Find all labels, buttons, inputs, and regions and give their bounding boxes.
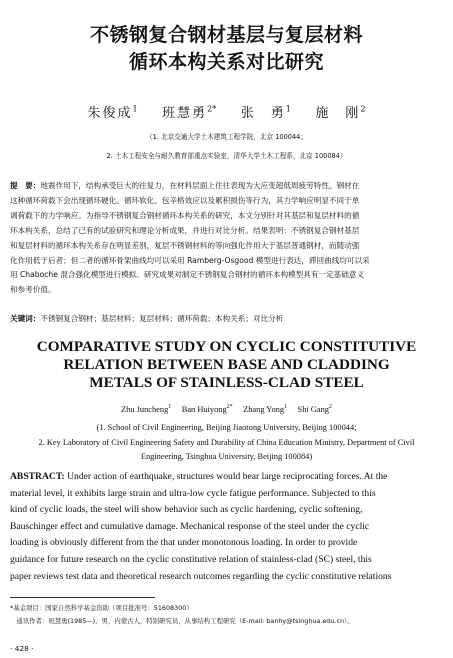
- footnote-author: 通讯作者：班慧勇(1985—)，男，内蒙古人，特别研究员，从事结构工程研究（E-mail: banhy@tsinghua.edu.cn）。: [10, 617, 354, 625]
- abstract-en-line: Bauschinger effect and cumulative damage. Mechanical response of the steel under the cyclic: [10, 520, 370, 532]
- author-cn-sup: 1: [285, 104, 291, 114]
- title-en-line-1: COMPARATIVE STUDY ON CYCLIC CONSTITUTIVE: [36, 338, 417, 355]
- keywords-cn-text: 不锈钢复合钢材；基层材料；复层材料；循环荷载；本构关系；对比分析: [40, 314, 284, 323]
- keywords-cn-label: 关键词：: [10, 314, 41, 323]
- abstract-cn-line: 环本构关系，总结了已有的试验研究和理论分析成果，并进行对比分析。结果表明：不锈钢复合钢材基层: [10, 225, 360, 235]
- title-en: [0, 338, 453, 392]
- abstract-cn-line: 用 Chaboche 混合强化模型进行模拟。研究成果对制定不锈钢复合钢材的循环本构模型具有一定基础意义: [10, 270, 365, 280]
- author-cn-sup: 1: [132, 104, 138, 114]
- abstract-cn-line: 和复层材料的循环本构关系存在明显差别，复层不锈钢材料的等向强化作用大于基层普通钢材，而随动强: [10, 240, 360, 250]
- author-en-sup: 2*: [226, 404, 233, 410]
- footnote-rule: [10, 597, 155, 598]
- page-number: · 428 ·: [10, 644, 34, 653]
- keywords-cn: [10, 313, 443, 324]
- author-en-sup: 1: [284, 404, 288, 410]
- abstract-en-line: guidance for future research on the cyclic constitutive relation of stainless-clad (SC) steel, this: [10, 553, 372, 565]
- author-en: Ban Huiyong: [181, 404, 227, 414]
- abstract-cn: [10, 179, 443, 298]
- affiliation-cn-1: （1. 北京交通大学土木建筑工程学院，北京 100044；: [146, 133, 307, 141]
- author-cn: 施 刚: [315, 106, 361, 121]
- title-cn-line-2: 循环本构关系对比研究: [128, 51, 324, 73]
- abstract-en-line: Under action of earthquake, structures would bear large reciprocating forces. At the: [64, 471, 388, 482]
- author-cn: 班慧勇: [162, 106, 208, 121]
- abstract-en-line: kind of cyclic loads, the steel will show behavior such as cyclic hardening, cyclic softening,: [10, 504, 363, 516]
- abstract-en-line: material level, it exhibits large strain and ultra-low cycle fatigue performance. Subjected to this: [10, 487, 376, 499]
- author-en: Zhang Yong: [243, 404, 285, 414]
- abstract-en-line: loading is obviously different from the that under monotonous loading. In order to provide: [10, 537, 358, 549]
- title-en-line-2: RELATION BETWEEN BASE AND CLADDING: [63, 356, 390, 373]
- affiliation-en-1: (1. School of Civil Engineering, Beijing Jiaotong University, Beijing 100044;: [96, 423, 357, 432]
- abstract-cn-line: 这种循环荷载下会出现循环硬化、循环软化、包辛格效应以及累积损伤等行为，其力学响应明显不同于单: [10, 195, 360, 205]
- authors-en: [0, 404, 453, 414]
- abstract-en-line: paper reviews test data and theoretical research outcomes regarding the cyclic constitutive relations: [10, 570, 392, 582]
- affiliation-en-2: 2. Key Laboratory of Civil Engineering Safety and Durability of China Education Ministry, Department of Civil: [38, 437, 415, 447]
- author-en: Zhu Juncheng: [121, 404, 169, 414]
- author-cn-sup: 2: [360, 104, 366, 114]
- abstract-cn-label: 提 要：: [10, 181, 41, 190]
- footnote-funding: *基金项目：国家自然科学基金资助（项目批准号：51608300）: [10, 604, 193, 612]
- title-cn-line-1: 不锈钢复合钢材基层与复层材料: [89, 24, 363, 46]
- affiliations-en: [10, 421, 443, 465]
- affiliation-cn-2: 2. 土木工程安全与耐久教育部重点实验室，清华大学土木工程系，北京 100084）: [106, 152, 347, 160]
- author-en: Shi Gang: [297, 404, 329, 414]
- author-cn: 张 勇: [240, 106, 286, 121]
- affiliation-en-3: Engineering, Tsinghua University, Beijing 100084): [140, 452, 313, 461]
- abstract-cn-line: 和参考价值。: [10, 285, 56, 295]
- abstract-en: [10, 469, 443, 585]
- author-cn-sup: 2*: [207, 104, 217, 114]
- author-en-sup: 2: [328, 404, 332, 410]
- authors-cn: [0, 102, 453, 121]
- author-en-sup: 1: [168, 404, 172, 410]
- abstract-cn-line: 地震作用下，结构承受巨大的往复力，在材料层面上往往表现为大应变超低周疲劳特性。钢材在: [40, 181, 360, 190]
- author-cn: 朱俊成: [87, 106, 133, 121]
- title-en-line-3: METALS OF STAINLESS-CLAD STEEL: [89, 374, 364, 391]
- abstract-cn-line: 化作用低于后者；但二者的循环骨架曲线均可以采用 Ramberg-Osgood 模型进行表达，滞回曲线均可以采: [10, 255, 370, 265]
- abstract-cn-line: 调荷载下的力学响应。为指导不锈钢复合钢材循环本构关系的研究，本文分别针对其基层和复层材料的循: [10, 210, 360, 220]
- abstract-en-label: ABSTRACT:: [10, 471, 65, 482]
